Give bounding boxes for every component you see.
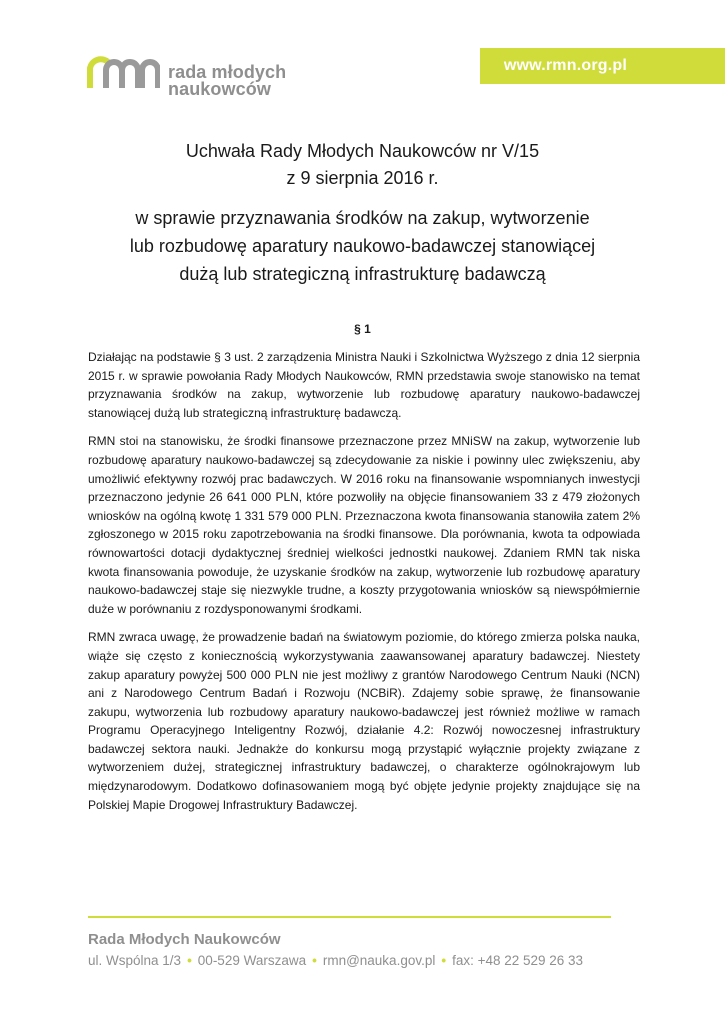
bullet-separator: • bbox=[312, 953, 317, 968]
website-url[interactable]: www.rmn.org.pl bbox=[503, 57, 627, 74]
resolution-subject bbox=[0, 204, 725, 288]
paragraph: Działając na podstawie § 3 ust. 2 zarządzenia Ministra Nauki i Szkolnictwa Wyższego z dnia 12 sierpnia 2015 r. w sprawie powołania Rady Młodych Naukowców, RMN przedstawia swoje stanowisko na temat przyznawania środków na zakup, wytworzenie lub rozbudowę aparatury naukowo-badawczej stanowiącej dużą lub strategiczną infrastrukturę badawczą. bbox=[88, 350, 640, 420]
title-date: z 9 sierpnia 2016 r. bbox=[286, 168, 439, 188]
paragraph: RMN zwraca uwagę, że prowadzenie badań na światowym poziomie, do którego zmierza polska nauka, wiąże się często z koniecznością wykorzystywania zaawansowanej aparatury badawczej. Niestety zakup aparatury powyżej 500 000 PLN nie jest możliwy z grantów Narodowego Centrum Nauki (NCN) ani z Narodowego Centrum Badań i Rozwoju (NCBiR). Zdajemy sobie sprawę, że finansowanie zakupu, wytworzenia lub rozbudowy aparatury naukowo-badawczej jest również możliwe w ramach Programu Operacyjnego Inteligentny Rozwój, działanie 4.2: Rozwój nowoczesnej infrastruktury badawczej sektora nauki. Jednakże do konkursu mogą przystąpić wyłącznie projekty związane z wytworzeniem dużej, strategicznej infrastruktury badawczej, o charakterze ogólnokrajowym lub międzynarodowym. Dodatkowo dofinasowaniem mogą być objęte jedynie projekty znajdujące się na Polskiej Mapie Drogowej Infrastruktury Badawczej. bbox=[88, 630, 640, 812]
bullet-separator: • bbox=[441, 953, 447, 968]
footer-city: 00-529 Warszawa bbox=[197, 953, 307, 968]
logo-line-2: naukowców bbox=[168, 79, 271, 99]
rmn-monogram-icon bbox=[86, 54, 160, 88]
subject-line: lub rozbudowę aparatury naukowo-badawczej stanowiącej bbox=[129, 236, 596, 256]
title-line: Uchwała Rady Młodych Naukowców nr V/15 bbox=[185, 141, 540, 161]
logo-line-1: rada młodych bbox=[168, 62, 287, 82]
footer-fax: fax: +48 22 529 26 33 bbox=[452, 953, 584, 968]
website-url-banner[interactable] bbox=[480, 48, 725, 84]
subject-line: w sprawie przyznawania środków na zakup, wytworzenie bbox=[135, 208, 590, 228]
footer-contact bbox=[88, 953, 583, 968]
footer-divider bbox=[88, 916, 611, 918]
footer-street: ul. Wspólna 1/3 bbox=[88, 953, 182, 968]
bullet-separator: • bbox=[187, 953, 192, 968]
resolution-title bbox=[0, 138, 725, 192]
logo-wordmark bbox=[168, 64, 286, 98]
section-heading: § 1 bbox=[354, 322, 371, 336]
footer-email[interactable]: rmn@nauka.gov.pl bbox=[322, 953, 436, 968]
rmn-logo bbox=[86, 54, 286, 102]
document-body bbox=[88, 348, 640, 824]
footer-organization: Rada Młodych Naukowców bbox=[88, 931, 281, 948]
paragraph: RMN stoi na stanowisku, że środki finansowe przeznaczone przez MNiSW na zakup, wytworzenie lub rozbudowę aparatury naukowo-badawczej są zdecydowanie za niskie i powinny ulec zwiększeniu, aby umożliwić efektywny rozwój prac badawczych. W 2016 roku na finansowanie wspomnianych inwestycji przeznaczono jedynie 26 641 000 PLN, które pozwoliły na objęcie finansowaniem 33 z 479 złożonych wniosków na ogólną kwotę 1 331 579 000 PLN. Przeznaczona kwota finansowania stanowiła zatem 2% zgłoszonego w 2015 roku zapotrzebowania na środki finansowe. Dla porównania, kwota ta odpowiada równowartości dotacji dydaktycznej średniej wielkości jednostki naukowej. Zdaniem RMN tak niska kwota finansowania powoduje, że uzyskanie środków na zakup, wytworzenie lub rozbudowę aparatury naukowo-badawczej staje się niezwykle trudne, a koszty przygotowania wniosków są niewspółmiernie duże w porównaniu z rozdysponowanymi środkami. bbox=[88, 434, 640, 616]
subject-line: dużą lub strategiczną infrastrukturę badawczą bbox=[179, 264, 546, 284]
